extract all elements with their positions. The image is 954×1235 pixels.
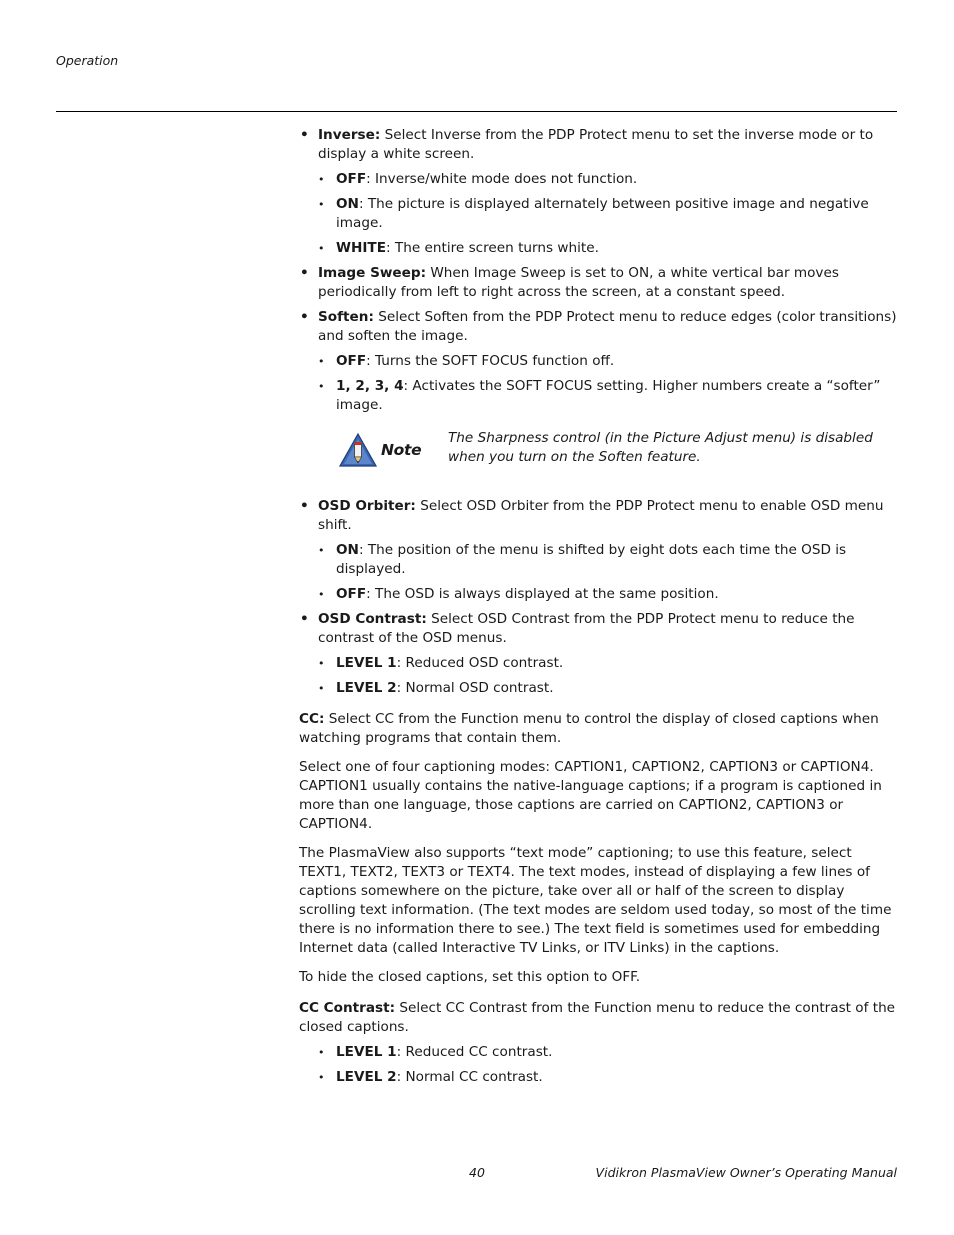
paragraph-caption-modes: Select one of four captioning modes: CAPTION1, CAPTION2, CAPTION3 or CAPTION4. CAPTION1 usually contains the native-language captions; if a program is captioned in more than one language, those captions are carried on CAPTION2, CAPTION3 or CAPTION4. bbox=[299, 759, 882, 832]
main-content bbox=[299, 126, 899, 1093]
sub-bullet-label: ON bbox=[336, 196, 359, 212]
sub-bullet-label: OFF bbox=[336, 353, 367, 369]
sub-bullet-text: : The picture is displayed alternately between positive image and negative image. bbox=[336, 196, 869, 231]
sub-bullet-text: : The entire screen turns white. bbox=[386, 240, 599, 256]
sub-bullet-text: : The position of the menu is shifted by eight dots each time the OSD is displayed. bbox=[336, 542, 847, 577]
sub-bullet bbox=[299, 679, 899, 698]
header-rule bbox=[56, 111, 897, 112]
sub-bullet-text: : Reduced OSD contrast. bbox=[396, 655, 564, 671]
note-text: The Sharpness control (in the Picture Adjust menu) is disabled when you turn on the Soften feature. bbox=[448, 430, 873, 465]
sub-bullet bbox=[299, 1043, 899, 1062]
bullet-text: Select Soften from the PDP Protect menu to reduce edges (color transitions) and soften the image. bbox=[318, 309, 897, 344]
sub-bullet bbox=[299, 195, 899, 233]
paragraph-text: Select CC Contrast from the Function menu to reduce the contrast of the closed captions. bbox=[299, 1000, 896, 1035]
bullet-text: Select OSD Contrast from the PDP Protect menu to reduce the contrast of the OSD menus. bbox=[318, 611, 855, 646]
footer-manual-title: Vidikron PlasmaView Owner’s Operating Manual bbox=[595, 1165, 897, 1180]
bullet-label: Soften: bbox=[318, 309, 374, 325]
sub-bullet-label: LEVEL 2 bbox=[336, 680, 397, 696]
bullet-label: OSD Orbiter: bbox=[318, 498, 416, 514]
sub-bullet bbox=[299, 170, 899, 189]
sub-bullet bbox=[299, 1068, 899, 1087]
bullet-label: Image Sweep: bbox=[318, 265, 427, 281]
sub-bullet-text: : Normal OSD contrast. bbox=[396, 680, 554, 696]
bullet-label: Inverse: bbox=[318, 127, 381, 143]
note-box bbox=[299, 429, 899, 479]
paragraph-label: CC Contrast: bbox=[299, 1000, 396, 1016]
sub-bullet-label: LEVEL 1 bbox=[336, 655, 397, 671]
note-pencil-icon bbox=[339, 433, 377, 473]
sub-bullet bbox=[299, 377, 899, 415]
sub-bullet-label: LEVEL 1 bbox=[336, 1044, 397, 1060]
sub-bullet-label: WHITE bbox=[336, 240, 386, 256]
sub-bullet-label: LEVEL 2 bbox=[336, 1069, 397, 1085]
paragraph-cc-contrast bbox=[299, 999, 899, 1037]
sub-bullet-text: : Reduced CC contrast. bbox=[396, 1044, 553, 1060]
page-number: 40 bbox=[469, 1165, 485, 1180]
paragraph-text-mode: The PlasmaView also supports “text mode” captioning; to use this feature, select TEXT1, TEXT2, TEXT3 or TEXT4. The text modes, instead of displaying a few lines of captions somewhere on the picture, take over all or half of the screen to display scrolling text information. (The text modes are seldom used today, so most of the time there is no information there to see.) The text field is sometimes used for embedding Internet data (called Interactive TV Links, or ITV Links) in the captions. bbox=[299, 845, 892, 956]
sub-bullet-text: : Normal CC contrast. bbox=[396, 1069, 543, 1085]
sub-bullet bbox=[299, 239, 899, 258]
bullet-text: Select OSD Orbiter from the PDP Protect menu to enable OSD menu shift. bbox=[318, 498, 884, 533]
sub-bullet-label: 1, 2, 3, 4 bbox=[336, 378, 404, 394]
sub-bullet bbox=[299, 352, 899, 371]
bullet-text: Select Inverse from the PDP Protect menu to set the inverse mode or to display a white screen. bbox=[318, 127, 874, 162]
sub-bullet bbox=[299, 654, 899, 673]
sub-bullet bbox=[299, 541, 899, 579]
sub-bullet-label: ON bbox=[336, 542, 359, 558]
bullet-osd-orbiter bbox=[299, 497, 899, 535]
bullet-image-sweep bbox=[299, 264, 899, 302]
sub-bullet-label: OFF bbox=[336, 171, 367, 187]
bullet-osd-contrast bbox=[299, 610, 899, 648]
sub-bullet-text: : Activates the SOFT FOCUS setting. Higher numbers create a “softer” image. bbox=[336, 378, 881, 413]
sub-bullet-text: : Turns the SOFT FOCUS function off. bbox=[366, 353, 615, 369]
paragraph-text: Select CC from the Function menu to control the display of closed captions when watching programs that contain them. bbox=[299, 711, 879, 746]
sub-bullet-text: : The OSD is always displayed at the same position. bbox=[366, 586, 719, 602]
bullet-label: OSD Contrast: bbox=[318, 611, 427, 627]
bullet-soften bbox=[299, 308, 899, 346]
running-header: Operation bbox=[56, 53, 119, 68]
paragraph-label: CC: bbox=[299, 711, 325, 727]
sub-bullet-text: : Inverse/white mode does not function. bbox=[366, 171, 638, 187]
bullet-text: When Image Sweep is set to ON, a white vertical bar moves periodically from left to right across the screen, at a constant speed. bbox=[318, 265, 839, 300]
bullet-inverse bbox=[299, 126, 899, 164]
paragraph-hide-captions: To hide the closed captions, set this option to OFF. bbox=[299, 969, 641, 985]
sub-bullet bbox=[299, 585, 899, 604]
sub-bullet-label: OFF bbox=[336, 586, 367, 602]
paragraph-cc bbox=[299, 710, 899, 748]
note-label: Note bbox=[381, 441, 422, 459]
